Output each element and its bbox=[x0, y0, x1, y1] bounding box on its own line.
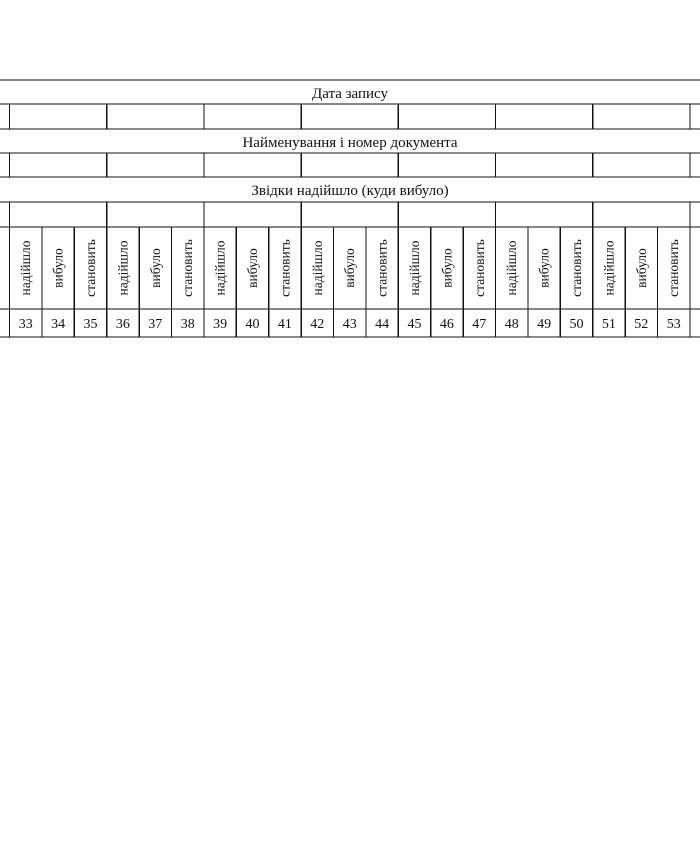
column-number-48: 48 bbox=[504, 317, 519, 332]
data-rows bbox=[0, 337, 700, 801]
column-number-38: 38 bbox=[180, 317, 195, 332]
column-number-51: 51 bbox=[601, 317, 616, 332]
document-header: Найменування і номер документа bbox=[242, 135, 458, 151]
sub-label-14: вибуло bbox=[439, 248, 455, 288]
column-labels bbox=[18, 239, 681, 297]
column-number-44: 44 bbox=[375, 317, 390, 332]
sub-label-20: вибуло bbox=[633, 248, 649, 288]
table-grid bbox=[0, 80, 700, 337]
column-number-41: 41 bbox=[277, 317, 292, 332]
sub-label-3: становить bbox=[83, 239, 98, 297]
sub-label-18: становить bbox=[569, 239, 584, 297]
sub-label-11: вибуло bbox=[342, 248, 358, 288]
sub-label-7: надійшло bbox=[212, 240, 228, 296]
date-header: Дата запису bbox=[311, 86, 389, 102]
column-number-40: 40 bbox=[245, 317, 260, 332]
column-number-47: 47 bbox=[472, 317, 487, 332]
sub-label-6: становить bbox=[180, 239, 196, 297]
column-number-34: 34 bbox=[51, 317, 66, 332]
column-number-37: 37 bbox=[148, 317, 163, 332]
sub-label-16: надійшло bbox=[504, 240, 520, 296]
column-number-35: 35 bbox=[83, 317, 98, 332]
sub-label-4: надійшло bbox=[115, 240, 131, 296]
sub-label-13: надійшло bbox=[407, 240, 422, 296]
sub-label-9: становить bbox=[277, 239, 293, 297]
sub-label-17: вибуло bbox=[536, 248, 552, 288]
column-number-39: 39 bbox=[213, 317, 228, 332]
column-number-33: 33 bbox=[18, 317, 33, 332]
column-number-45: 45 bbox=[407, 317, 422, 332]
sub-label-10: надійшло bbox=[309, 240, 325, 296]
sub-label-12: становить bbox=[374, 239, 390, 297]
sub-label-8: вибуло bbox=[245, 248, 260, 288]
sub-label-15: становить bbox=[471, 239, 487, 297]
sub-label-5: вибуло bbox=[147, 248, 163, 288]
column-number-43: 43 bbox=[342, 317, 357, 332]
sub-label-1: надійшло bbox=[18, 240, 34, 296]
column-numbers bbox=[19, 317, 681, 332]
sub-label-2: вибуло bbox=[50, 248, 66, 288]
source-header: Звідки надійшло (куди вибуло) bbox=[251, 183, 449, 199]
sub-label-21: становить bbox=[666, 239, 682, 297]
sub-label-19: надійшло bbox=[601, 240, 617, 296]
column-number-46: 46 bbox=[439, 317, 454, 332]
column-number-50: 50 bbox=[569, 317, 584, 332]
column-number-36: 36 bbox=[115, 317, 130, 332]
column-number-49: 49 bbox=[537, 317, 552, 332]
column-number-53: 53 bbox=[666, 317, 681, 332]
column-number-42: 42 bbox=[310, 317, 325, 332]
column-number-52: 52 bbox=[634, 317, 649, 332]
